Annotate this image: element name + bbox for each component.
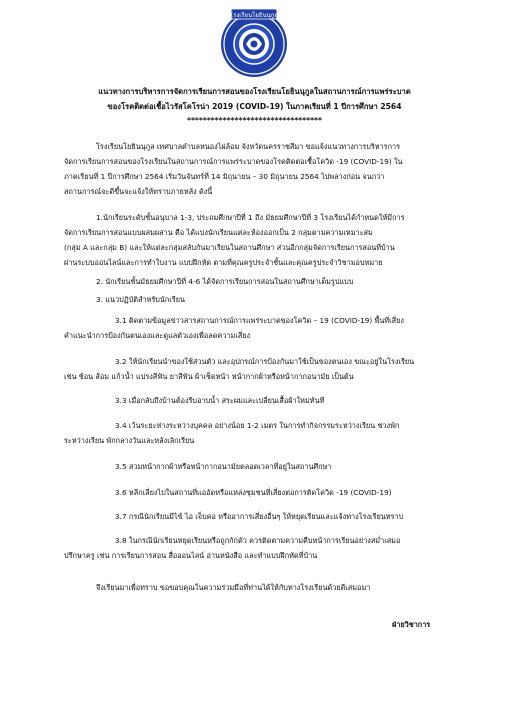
item-3-4-line: 3.4 เว้นระยะห่างระหว่างบุคคล อย่างน้อย 1-2 เมตร ในการทำกิจกรรมระหว่างเรียน ช่วงพัก bbox=[115, 421, 400, 430]
document-title-line-2: ของโรคติดต่อเชื้อไวรัสโคโรน่า 2019 (COVID-19) ในภาคเรียนที่ 1 ปีการศึกษา 2564 bbox=[107, 102, 402, 111]
item-3-2-line: เช่น ช้อน ส้อม แก้วน้ำ แปรงสีฟัน ยาสีฟัน ผ้าเช็ดหน้า หน้ากากผ้าหรือหน้ากากอนามัย เป็นต้น bbox=[64, 372, 354, 381]
intro-line: จัดการเรียนการสอนของโรงเรียนในสถานการณ์การแพร่ระบาดของโรคติดต่อเชื้อโควิด -19 (COVID-19) ใน bbox=[64, 157, 403, 166]
item-1-line: ผ่านระบบออนไลน์และการทำใบงาน แบบฝึกหัด ตามที่คุณครูประจำชั้นและคุณครูประจำวิชามอบหมาย bbox=[64, 258, 383, 267]
item-3-8-line: 3.8 ในกรณีนักเรียนหยุดเรียนหรือถูกกักตัว ควรติดตามความคืบหน้าการเรียนอย่างสม่ำเสมอ bbox=[115, 536, 401, 545]
item-3-5: 3.5 สวมหน้ากากผ้าหรือหน้ากากอนามัยตลอดเวลาที่อยู่ในสถานศึกษา bbox=[115, 462, 332, 471]
logo-top-text: โรงเรียนโยธินนุกูล bbox=[229, 12, 279, 19]
item-3-6: 3.6 หลีกเลี่ยงไปในสถานที่แออัดหรือแหล่งชุมชนที่เสี่ยงต่อการติดโควิด -19 (COVID-19) bbox=[115, 488, 392, 497]
intro-line: ภาคเรียนที่ 1 ปีการศึกษา 2564 เริ่มวันจันทร์ที่ 14 มิถุนายน – 30 มิถุนายน 2564 ไปพลางก่อน จนกว่า bbox=[64, 172, 385, 181]
item-1-line: 1.นักเรียนระดับชั้นอนุบาล 1-3, ประถมศึกษาปีที่ 1 ถึง มัธยมศึกษาปีที่ 3 โรงเรียนได้กำหนดให้มีการ bbox=[96, 213, 405, 222]
item-1-line: (กลุ่ม A และกลุ่ม B) และให้แต่ละกลุ่มสลับกันมาเรียนในสถานศึกษา ส่วนอีกกลุ่มจัดการเรียนการสอนที่บ้าน bbox=[64, 243, 395, 252]
item-3-heading: 3. แนวปฏิบัติสำหรับนักเรียน bbox=[96, 295, 185, 304]
school-logo bbox=[219, 6, 289, 78]
closing-text: จึงเรียนมาเพื่อทราบ ขอขอบคุณในความร่วมมือที่ท่านได้ให้กับทางโรงเรียนด้วยดีเสมอมา bbox=[96, 583, 371, 592]
intro-line: สถานการณ์จะดีขึ้นจะแจ้งให้ทราบภายหลัง ดังนี้ bbox=[64, 187, 213, 196]
item-3-8-line: ปรึกษาครู เช่น การเรียนการสอน สื่อออนไลน์ อ่านหนังสือ และทำแบบฝึกหัดที่บ้าน bbox=[64, 551, 318, 560]
item-3-3: 3.3 เมื่อกลับถึงบ้านต้องรีบอาบน้ำ สระผมและเปลี่ยนเสื้อผ้าใหม่ทันที bbox=[115, 396, 325, 405]
item-3-2-line: 3.2 ให้นักเรียนนำของใช้ส่วนตัว และอุปกรณ์การป้องกันมาใช้เป็นของตนเอง ขณะอยู่ในโรงเรียน bbox=[115, 357, 415, 366]
item-3-7: 3.7 กรณีนักเรียนมีไข้ ไอ เจ็บคอ หรืออาการเสี่ยงอื่นๆ ให้หยุดเรียนและแจ้งทางโรงเรียนทราบ bbox=[115, 512, 404, 521]
item-3-1-line: 3.1 ติดตามข้อมูลข่าวสารสถานการณ์การแพร่ระบาดของโควิด – 19 (COVID-19) พื้นที่เสี่ยง bbox=[115, 316, 404, 325]
title-separator-stars: ********************************** bbox=[186, 116, 323, 125]
item-1-line: จัดการเรียนการสอนแบบผสมผสาน คือ ได้แบ่งนักเรียนแต่ละห้องออกเป็น 2 กลุ่มตามความเหมาะสม bbox=[64, 228, 373, 237]
item-3-4-line: ระหว่างเรียน พักกลางวันและหลังเลิกเรียน bbox=[64, 436, 195, 445]
signature: ฝ่ายวิชาการ bbox=[392, 620, 431, 629]
item-3-1-line: คำแนะนำการป้องกันตนเองและดูแลตัวเองเพื่อลดความเสี่ยง bbox=[64, 331, 251, 340]
intro-line: โรงเรียนโยธินนุกูล เทศบาลตำบลหนองไผ่ล้อม จังหวัดนครราชสีมา ขอแจ้งแนวทางการบริหารการ bbox=[96, 142, 400, 151]
item-2: 2. นักเรียนชั้นมัธยมศึกษาปีที่ 4-6 ได้จัดการเรียนการสอนในสถานศึกษาเต็มรูปแบบ bbox=[96, 277, 354, 286]
document-title-line-1: แนวทางการบริหารการจัดการเรียนการสอนของโรงเรียนโยธินนุกูลในสถานการณ์การแพร่ระบาด bbox=[98, 87, 411, 96]
